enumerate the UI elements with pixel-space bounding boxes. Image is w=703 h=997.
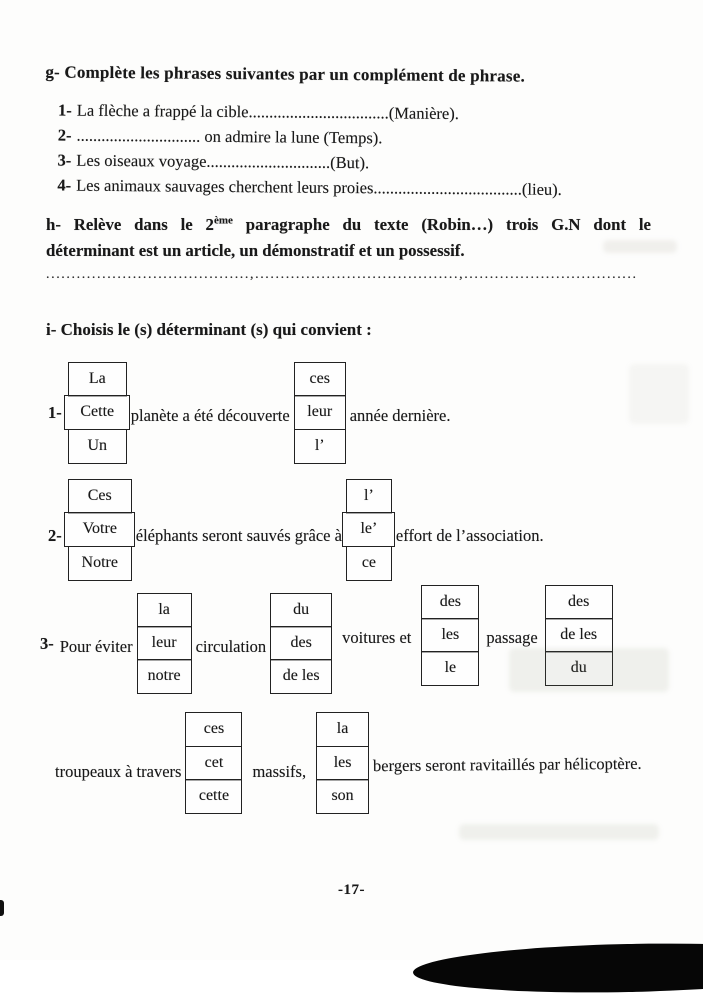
choice-option: des (545, 585, 613, 620)
choice-option: la (137, 593, 192, 628)
choice-box-group (185, 712, 242, 814)
exercise-i-heading: i- Choisis le (s) déterminant (s) qui convient : (46, 320, 372, 339)
choice-option: l’ (294, 429, 346, 464)
exercise-g-heading: g- Complète les phrases suivantes par un complément de phrase. (45, 62, 526, 86)
choice-option: Notre (68, 546, 132, 581)
sentence-fragment: Pour éviter (59, 636, 133, 656)
bleed-through-smudge (459, 824, 659, 840)
sentence-fragment: massifs, (252, 762, 307, 782)
choice-option: les (421, 618, 479, 653)
page-number: -17- (338, 882, 365, 898)
choice-option: des (421, 585, 479, 620)
sentence-fragment: troupeaux à travers (55, 762, 182, 782)
choice-box-group (346, 479, 392, 581)
exercise-g-item (57, 173, 645, 203)
answer-dots-line: ........................................,........................................,.................................. (46, 267, 638, 282)
choice-box-group (545, 585, 613, 687)
item-text: .............................. on admire la lune (Temps). (76, 125, 383, 148)
exercise-h-prefix: h- Relève dans le 2 (46, 215, 214, 234)
item-number: 3- (57, 150, 72, 170)
choice-option: ce (346, 546, 392, 581)
choice-box-group (421, 585, 479, 687)
choice-option: cet (185, 746, 242, 781)
sentence-fragment: planète a été découverte (130, 405, 290, 425)
exercise-h-section (46, 212, 651, 284)
choice-option: Votre (64, 512, 135, 547)
determinant-item-3-line1 (40, 593, 703, 695)
sentence-fragment: éléphants seront sauvés grâce à (135, 525, 342, 545)
sentence-fragment: effort de l’association. (395, 525, 544, 545)
choice-option: cette (185, 779, 242, 814)
sentence-fragment: passage (486, 627, 538, 647)
choice-option: Cette (64, 395, 130, 430)
item-number: 3- (40, 633, 54, 653)
item-number: 4- (57, 175, 72, 195)
choice-option: notre (137, 659, 192, 694)
choice-option: ces (185, 712, 242, 747)
scan-edge-mark (0, 900, 4, 916)
item-number: 2- (48, 525, 62, 545)
choice-option: des (270, 626, 332, 661)
choice-option: Un (68, 429, 127, 464)
determinant-item-2 (48, 479, 703, 581)
exercise-g-items (44, 97, 646, 202)
choice-option: son (316, 779, 369, 814)
choice-option: leur (137, 626, 192, 661)
scan-corner-shadow (413, 940, 703, 997)
sentence-fragment: circulation (195, 636, 267, 656)
choice-option: le’ (342, 512, 395, 547)
item-text: Les animaux sauvages cherchent leurs proies....................................(lieu). (76, 175, 562, 199)
item-text: Les oiseaux voyage..............................(But). (76, 150, 370, 173)
item-number: 2- (57, 125, 72, 145)
exercise-h-line1 (46, 212, 651, 238)
item-text: La flèche a frappé la cible..................................(Manière). (76, 100, 459, 124)
choice-option: la (316, 712, 369, 747)
choice-option: Ces (68, 479, 132, 514)
sentence-fragment: année dernière. (349, 405, 451, 425)
choice-box-group (270, 593, 332, 695)
choice-option: du (270, 593, 332, 628)
choice-option: de les (545, 618, 613, 653)
choice-box-group (68, 362, 127, 464)
choice-option: le (421, 651, 479, 686)
choice-option: La (68, 362, 127, 397)
exercise-h-line2: déterminant est un article, un démonstratif et un possessif. (46, 241, 465, 260)
choice-option: leur (294, 395, 346, 430)
ordinal-superscript: ème (213, 214, 233, 227)
choice-option: les (316, 746, 369, 781)
item-number: 1- (57, 100, 72, 120)
exercise-g-section (0, 0, 703, 203)
choice-option: du (545, 651, 613, 686)
determinant-item-3-line2 (55, 712, 703, 814)
determinant-item-1 (48, 362, 703, 464)
choice-option: ces (294, 362, 346, 397)
choice-box-group (316, 712, 369, 814)
choice-option: l’ (346, 479, 392, 514)
item-number: 1- (48, 402, 62, 422)
choice-box-group (294, 362, 346, 464)
choice-option: de les (270, 659, 332, 694)
exercise-h-rest: paragraphe du texte (Robin…) trois G.N dont le (232, 215, 651, 234)
sentence-fragment: voitures et (342, 627, 412, 647)
choice-box-group (137, 593, 192, 695)
sentence-fragment: bergers seront ravitaillés par hélicoptère. (372, 754, 642, 776)
choice-box-group (68, 479, 132, 581)
